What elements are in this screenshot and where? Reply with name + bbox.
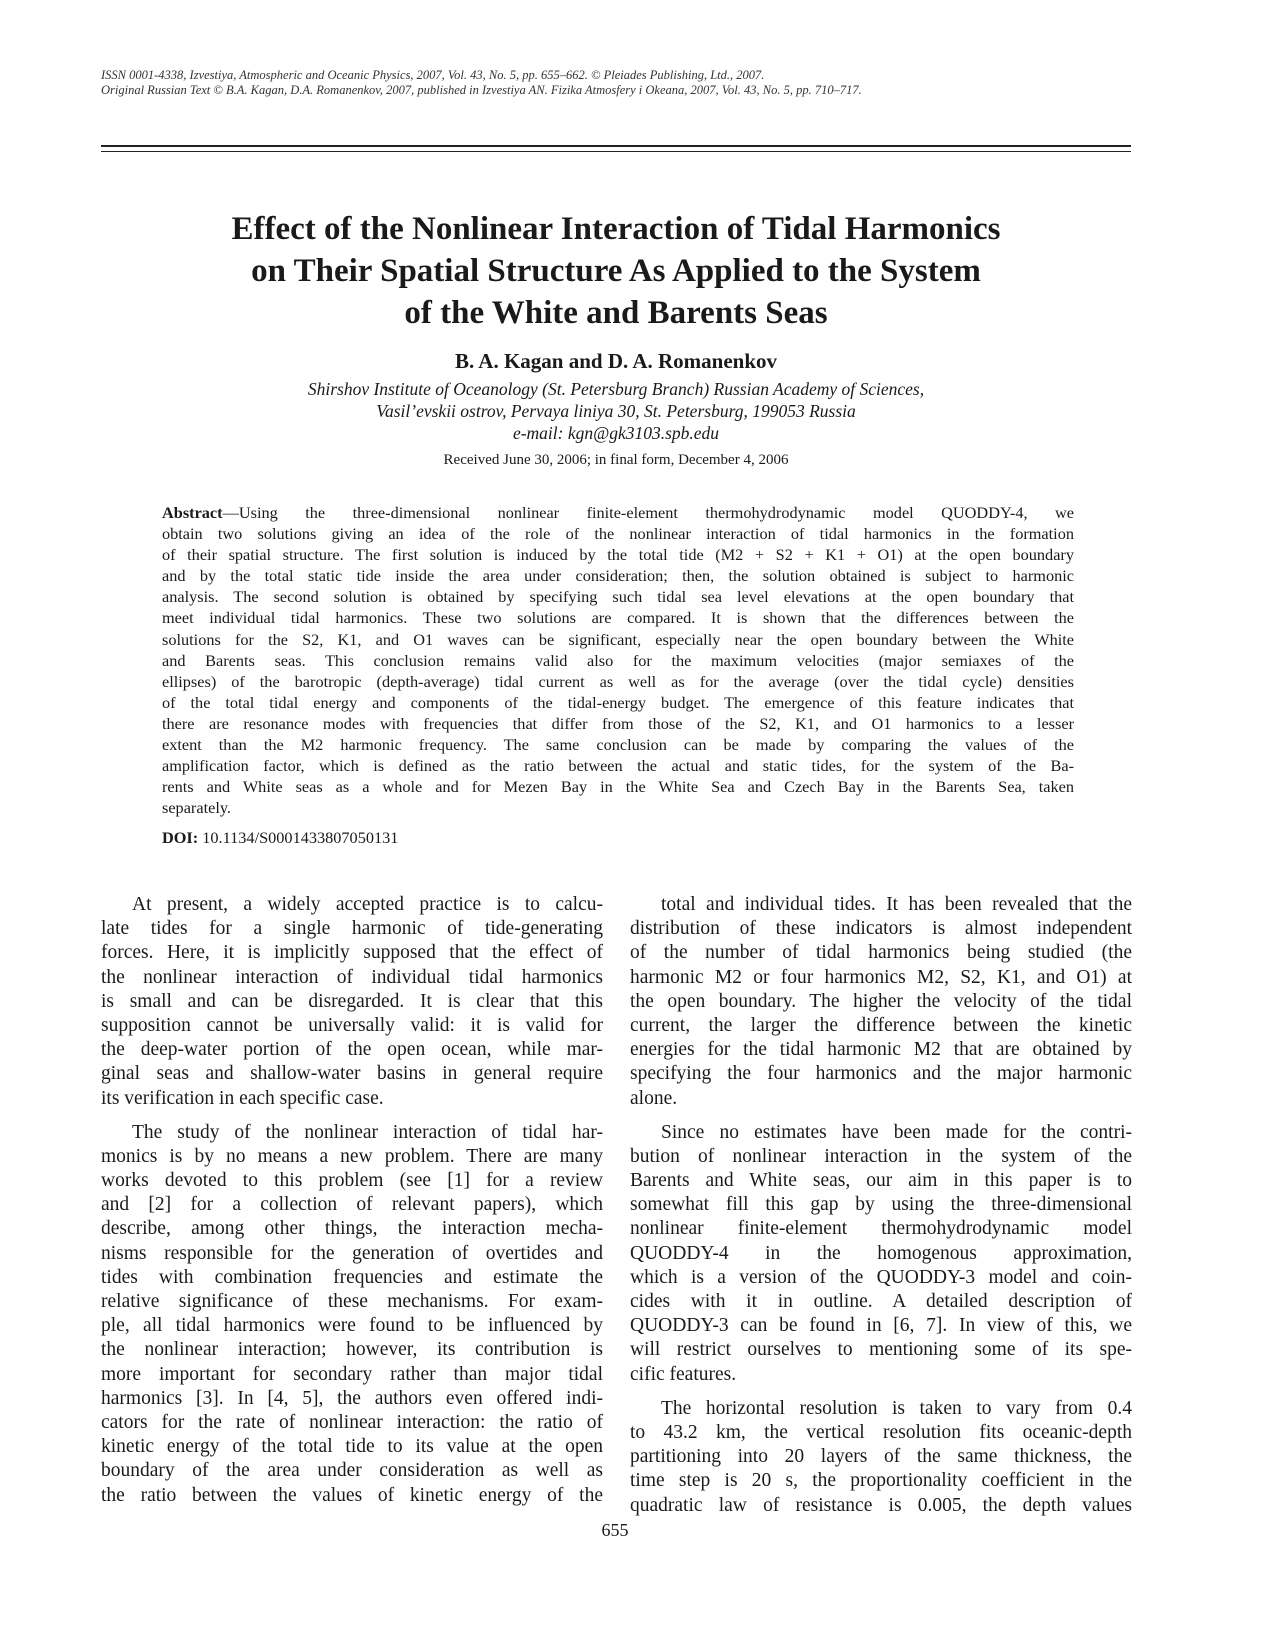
affiliation-line-1: Shirshov Institute of Oceanology (St. Petersburg Branch) Russian Academy of Sciences, — [307, 379, 925, 399]
text-line: The study of the nonlinear interaction of tidal har- — [132, 1121, 603, 1143]
abstract-line: there are resonance modes with frequencies that differ from those of the S2, K1, and O1 harmonics to a lesser — [162, 713, 1074, 733]
authors: B. A. Kagan and D. A. Romanenkov — [454, 349, 778, 373]
header-rule-thin — [101, 151, 1131, 152]
text-line: the deep-water portion of the open ocean, while mar- — [101, 1039, 603, 1061]
abstract-line: ellipses) of the barotropic (depth-average) tidal current as well as for the average (over the tidal cycle) densities — [162, 671, 1074, 691]
text-line: the open boundary. The higher the velocity of the tidal — [630, 990, 1132, 1012]
text-line: harmonics [3]. In [4, 5], the authors even offered indi- — [101, 1387, 603, 1409]
abstract-line: meet individual tidal harmonics. These two solutions are compared. It is shown that the differences between the — [162, 608, 1074, 628]
title-line-1: Effect of the Nonlinear Interaction of Tidal Harmonics — [231, 211, 1001, 247]
header-line-2: Original Russian Text © B.A. Kagan, D.A. Romanenkov, 2007, published in Izvestiya AN. Fizika Atmosfery i Okeana, 2007, Vol. 43, No. 5, pp. 710–717. — [101, 83, 862, 97]
paragraph — [630, 893, 1132, 1111]
text-line: which is a version of the QUODDY-3 model and coin- — [630, 1266, 1132, 1288]
header-line-1: ISSN 0001-4338, Izvestiya, Atmospheric and Oceanic Physics, 2007, Vol. 43, No. 5, pp. 655–662. © Pleiades Publishing, Ltd., 2007. — [101, 68, 765, 82]
affiliation — [101, 378, 1131, 444]
paragraph — [101, 1121, 603, 1508]
text-line: harmonic M2 or four harmonics M2, S2, K1, and O1) at — [630, 966, 1132, 988]
text-line: Barents and White seas, our aim in this paper is to — [630, 1170, 1132, 1192]
text-line: QUODDY-4 in the homogenous approximation, — [630, 1242, 1132, 1264]
abstract-line: of the total tidal energy and components of the tidal-energy budget. The emergence of this feature indicates that — [162, 692, 1074, 712]
text-line: distribution of these indicators is almost independent — [630, 918, 1132, 940]
paragraph — [630, 1121, 1132, 1387]
abstract-line: of their spatial structure. The first solution is induced by the total tide (M2 + S2 + K1 + O1) at the open boundary — [162, 545, 1074, 565]
email: e-mail: kgn@gk3103.spb.edu — [512, 423, 720, 443]
text-line: relative significance of these mechanisms. For exam- — [101, 1291, 603, 1312]
journal-header — [101, 68, 1131, 98]
text-line: The horizontal resolution is taken to vary from 0.4 — [661, 1397, 1132, 1419]
abstract-line: and by the total static tide inside the area under consideration; then, the solution obtained is subject to harmonic — [162, 566, 1074, 586]
text-line: boundary of the area under consideration as well as — [101, 1460, 603, 1482]
text-line: ple, all tidal harmonics were found to be influenced by — [101, 1315, 603, 1337]
abstract — [162, 502, 1074, 818]
abstract-line: amplification factor, which is defined as the ratio between the actual and static tides, for the system of the Ba- — [162, 756, 1074, 776]
text-line: the nonlinear interaction; however, its contribution is — [101, 1339, 603, 1361]
abstract-line: Abstract—Using the three-dimensional nonlinear finite-element thermohydrodynamic model QUODDY-4, we — [162, 503, 1074, 522]
doi — [162, 828, 398, 848]
title-line-2: on Their Spatial Structure As Applied to the System — [251, 253, 981, 289]
text-line: cators for the rate of nonlinear interaction: the ratio of — [101, 1411, 603, 1433]
affiliation-line-2: Vasil’evskii ostrov, Pervaya liniya 30, St. Petersburg, 199053 Russia — [376, 401, 856, 421]
right-column — [630, 893, 1132, 1528]
abstract-line: extent than the M2 harmonic frequency. The same conclusion can be made by comparing the values of the — [162, 735, 1074, 755]
received-dates: Received June 30, 2006; in final form, December 4, 2006 — [443, 452, 789, 468]
text-line: more important for secondary rather than major tidal — [101, 1363, 603, 1385]
text-line: the nonlinear interaction of individual tidal harmonics — [101, 966, 603, 988]
text-line: At present, a widely accepted practice is to calcu- — [132, 894, 603, 915]
text-line: Since no estimates have been made for the contri- — [661, 1121, 1132, 1143]
abstract-line: obtain two solutions giving an idea of the role of the nonlinear interaction of tidal harmonics in the formation — [162, 524, 1074, 544]
text-line: specifying the four harmonics and the major harmonic — [630, 1063, 1132, 1085]
text-line: total and individual tides. It has been revealed that the — [661, 894, 1132, 915]
page-number: 655 — [601, 1520, 629, 1540]
text-line: the ratio between the values of kinetic energy of the — [101, 1484, 603, 1506]
text-line: forces. Here, it is implicitly supposed that the effect of — [101, 942, 603, 964]
text-line: to 43.2 km, the vertical resolution fits oceanic-depth — [630, 1421, 1132, 1443]
text-line: its verification in each specific case. — [101, 1087, 384, 1109]
text-line: QUODDY-3 can be found in [6, 7]. In view of this, we — [630, 1315, 1132, 1337]
text-line: kinetic energy of the total tide to its value at the open — [101, 1436, 603, 1458]
text-line: energies for the tidal harmonic M2 that are obtained by — [630, 1039, 1132, 1061]
text-line: alone. — [630, 1087, 678, 1109]
abstract-line: rents and White seas as a whole and for Mezen Bay in the White Sea and Czech Bay in the Barents Sea, taken — [162, 777, 1074, 797]
paragraph — [630, 1397, 1132, 1518]
text-line: partitioning into 20 layers of the same thickness, the — [630, 1446, 1132, 1468]
text-line: quadratic law of resistance is 0.005, the depth values — [630, 1494, 1132, 1516]
text-line: time step is 20 s, the proportionality coefficient in the — [630, 1470, 1132, 1492]
text-line: cides with it in outline. A detailed description of — [630, 1291, 1132, 1312]
text-line: late tides for a single harmonic of tide-generating — [101, 918, 603, 940]
text-line: bution of nonlinear interaction in the system of the — [630, 1145, 1132, 1167]
text-line: and [2] for a collection of relevant papers), which — [101, 1194, 603, 1216]
text-line: tides with combination frequencies and estimate the — [101, 1266, 603, 1288]
paper-title — [101, 208, 1131, 334]
abstract-line: and Barents seas. This conclusion remains valid also for the maximum velocities (major semiaxes of the — [162, 650, 1074, 670]
abstract-line: analysis. The second solution is obtained by specifying such tidal sea level elevations at the open boundary that — [162, 587, 1074, 607]
paragraph — [101, 893, 603, 1111]
left-column — [101, 893, 603, 1518]
text-line: nisms responsible for the generation of overtides and — [101, 1242, 603, 1264]
title-line-3: of the White and Barents Seas — [404, 295, 828, 331]
text-line: monics is by no means a new problem. There are many — [101, 1145, 603, 1167]
doi-link[interactable]: 10.1134/S0001433807050131 — [202, 828, 399, 847]
text-line: current, the larger the difference between the kinetic — [630, 1014, 1132, 1036]
abstract-label: Abstract — [162, 503, 223, 522]
text-line: is small and can be disregarded. It is clear that this — [101, 990, 603, 1012]
text-line: of the number of tidal harmonics being studied (the — [630, 942, 1132, 964]
text-line: works devoted to this problem (see [1] for a review — [101, 1170, 603, 1192]
text-line: cific features. — [630, 1363, 737, 1385]
text-line: supposition cannot be universally valid: it is valid for — [101, 1014, 603, 1036]
abstract-line: solutions for the S2, K1, and O1 waves can be significant, especially near the open boundary between the White — [162, 629, 1074, 649]
text-line: will restrict ourselves to mentioning some of its spe- — [630, 1339, 1132, 1361]
text-line: somewhat fill this gap by using the three-dimensional — [630, 1194, 1132, 1216]
abstract-line: separately. — [162, 798, 232, 818]
text-line: ginal seas and shallow-water basins in general require — [101, 1063, 603, 1085]
text-line: describe, among other things, the interaction mecha- — [101, 1218, 603, 1240]
header-rule-thick — [101, 145, 1131, 147]
doi-label: DOI: — [162, 828, 199, 847]
text-line: nonlinear finite-element thermohydrodynamic model — [630, 1218, 1132, 1240]
